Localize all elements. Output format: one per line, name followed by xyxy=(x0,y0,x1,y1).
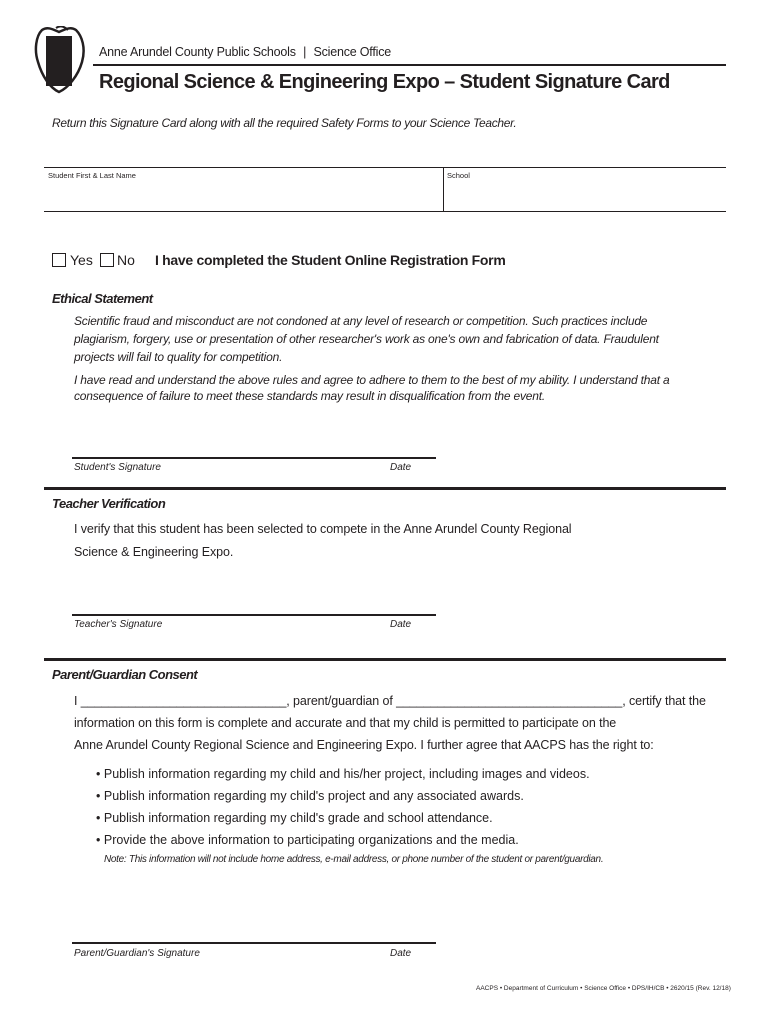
parent-line3: Anne Arundel County Regional Science and Engineering Expo. I further agree that AACPS has the right to: xyxy=(74,738,654,752)
page-subtitle: Return this Signature Card along with all the required Safety Forms to your Science Teacher. xyxy=(52,116,517,130)
parent-line1: I ______________________________, parent/guardian of _________________________________, certify that the xyxy=(74,694,706,708)
consent-bullet: • Provide the above information to participating organizations and the media. xyxy=(96,833,519,847)
school-label: School xyxy=(447,171,470,180)
teacher-signature-line[interactable] xyxy=(72,614,436,616)
parent-heading: Parent/Guardian Consent xyxy=(52,667,198,682)
parent-date-label: Date xyxy=(390,948,412,959)
consent-note: Note: This information will not include home address, e-mail address, or phone number of the student or parent/guardian. xyxy=(104,854,604,865)
student-name-label: Student First & Last Name xyxy=(48,171,136,180)
ethical-p2-line1: I have read and understand the above rules and agree to adhere to them to the best of my ability. I understand that a xyxy=(74,373,670,387)
page-title: Regional Science & Engineering Expo – Student Signature Card xyxy=(99,71,670,93)
consent-bullet: • Publish information regarding my child and his/her project, including images and videos. xyxy=(96,767,590,781)
student-name-field[interactable] xyxy=(48,183,438,209)
parent-signature-label: Parent/Guardian's Signature xyxy=(74,948,200,959)
student-signature-label: Student's Signature xyxy=(74,462,161,473)
organization-name: Anne Arundel County Public Schools xyxy=(99,45,296,59)
parent-signature-line[interactable] xyxy=(72,942,436,944)
no-checkbox[interactable] xyxy=(100,253,114,267)
consent-bullet: • Publish information regarding my child's project and any associated awards. xyxy=(96,789,524,803)
registration-statement: I have completed the Student Online Registration Form xyxy=(155,252,506,268)
field-top-rule xyxy=(44,167,726,168)
teacher-line2: Science & Engineering Expo. xyxy=(74,545,234,559)
section-divider-2 xyxy=(44,658,726,661)
parent-line2: information on this form is complete and accurate and that my child is permitted to participate on the xyxy=(74,716,617,730)
section-divider-1 xyxy=(44,487,726,490)
consent-bullet-text: Publish information regarding my child and his/her project, including images and videos. xyxy=(103,767,590,781)
header-rule xyxy=(93,64,726,66)
ethical-p1-line2: plagiarism, forgery, use or presentation of other researcher's work as one's own and fabrication of data. Fraudulent xyxy=(74,332,659,346)
ethical-heading: Ethical Statement xyxy=(52,291,153,306)
consent-bullet-text: Publish information regarding my child's grade and school attendance. xyxy=(103,811,493,825)
student-signature-line[interactable] xyxy=(72,457,436,459)
school-field[interactable] xyxy=(447,183,722,209)
header-separator: | xyxy=(303,45,307,59)
ethical-p1-line3: projects will fail to quality for competition. xyxy=(74,350,283,364)
consent-bullet-text: Publish information regarding my child's project and any associated awards. xyxy=(103,789,524,803)
aacps-logo xyxy=(32,26,86,96)
yes-label: Yes xyxy=(70,252,93,268)
ethical-p1-line1: Scientific fraud and misconduct are not condoned at any level of research or competition. Such practices include xyxy=(74,314,648,328)
field-divider xyxy=(443,167,444,211)
field-bottom-rule xyxy=(44,211,726,212)
teacher-signature-label: Teacher's Signature xyxy=(74,619,163,630)
no-label: No xyxy=(117,252,135,268)
footer-text: AACPS • Department of Curriculum • Science Office • DPS/IH/CB • 2620/15 (Rev. 12/18) xyxy=(476,985,731,992)
teacher-date-label: Date xyxy=(390,619,412,630)
consent-bullet-text: Provide the above information to participating organizations and the media. xyxy=(103,833,519,847)
teacher-line1: I verify that this student has been selected to compete in the Anne Arundel County Regional xyxy=(74,522,572,536)
yes-checkbox[interactable] xyxy=(52,253,66,267)
student-date-label: Date xyxy=(390,462,412,473)
consent-bullet: • Publish information regarding my child's grade and school attendance. xyxy=(96,811,493,825)
ethical-p2-line2: consequence of failure to meet these standards may result in disqualification from the event. xyxy=(74,389,546,403)
organization-line xyxy=(99,45,391,59)
teacher-heading: Teacher Verification xyxy=(52,496,166,511)
office-name: Science Office xyxy=(313,45,392,59)
